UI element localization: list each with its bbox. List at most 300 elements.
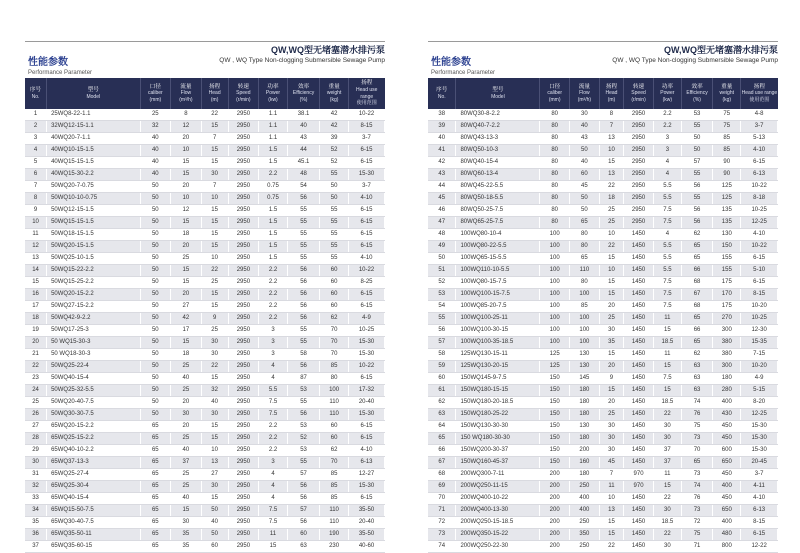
column-header-cn: 重量: [328, 83, 340, 90]
table-cell: 4-11: [741, 481, 778, 493]
table-cell: 2950: [228, 253, 259, 265]
model-cell: 50 WQ18-30-3: [47, 349, 140, 361]
table-cell: 55: [428, 313, 456, 325]
table-cell: 55: [287, 217, 319, 229]
table-cell: 2950: [228, 349, 259, 361]
product-title-cn: QW,WQ型无堵塞潜水排污泵: [664, 45, 778, 55]
table-cell: 40: [171, 373, 202, 385]
table-cell: 52: [320, 157, 349, 169]
table-cell: 55: [287, 205, 319, 217]
table-cell: 25: [171, 433, 202, 445]
table-cell: 15-30: [348, 349, 384, 361]
model-cell: 80WQ40-7-2.2: [456, 121, 540, 133]
table-cell: 8-25: [348, 277, 384, 289]
table-cell: 60: [570, 169, 600, 181]
section-title-en: Performance Parameter: [28, 70, 93, 76]
table-cell: 48: [428, 229, 456, 241]
column-header-unit: (mm): [149, 96, 162, 103]
column-header-en: Head use range: [356, 86, 378, 100]
table-cell: 11: [653, 349, 681, 361]
table-cell: 6-15: [348, 229, 384, 241]
table-cell: 13: [599, 169, 623, 181]
table-row: [428, 349, 778, 361]
table-row: [25, 265, 385, 277]
model-cell: 150WQ130-30-30: [456, 421, 540, 433]
table-cell: 42: [320, 109, 349, 121]
table-cell: 73: [681, 469, 712, 481]
table-cell: 1.5: [259, 253, 288, 265]
table-cell: 15: [171, 217, 202, 229]
table-cell: 7.5: [653, 277, 681, 289]
model-cell: 50WQ20-15-2.2: [47, 289, 140, 301]
table-cell: 650: [713, 457, 741, 469]
table-cell: 65: [681, 313, 712, 325]
table-cell: 9: [599, 373, 623, 385]
table-cell: 74: [428, 541, 456, 553]
table-cell: 50: [140, 253, 171, 265]
table-cell: 30: [201, 169, 228, 181]
table-cell: 300: [713, 325, 741, 337]
table-cell: 65: [140, 505, 171, 517]
column-header-en: Power: [660, 90, 675, 97]
table-cell: 50: [140, 361, 171, 373]
table-cell: 50: [681, 145, 712, 157]
table-row: [25, 145, 385, 157]
column-header: [171, 78, 202, 109]
table-cell: 40: [171, 493, 202, 505]
table-cell: 38.1: [287, 109, 319, 121]
table-row: [25, 193, 385, 205]
table-cell: 180: [570, 397, 600, 409]
table-cell: 20: [599, 397, 623, 409]
column-header: [47, 78, 140, 109]
table-row: [25, 409, 385, 421]
table-cell: 8: [171, 109, 202, 121]
table-cell: 6-13: [741, 505, 778, 517]
column-header: [201, 78, 228, 109]
column-header-cn: 功率: [661, 83, 673, 90]
table-row: [428, 241, 778, 253]
table-row: [428, 277, 778, 289]
table-cell: 35-50: [348, 505, 384, 517]
table-cell: 2950: [228, 373, 259, 385]
model-cell: 50WQ40-15-4: [47, 373, 140, 385]
table-cell: 4: [259, 373, 288, 385]
table-cell: 1450: [624, 373, 654, 385]
table-cell: 30: [599, 445, 623, 457]
table-cell: 7.5: [653, 289, 681, 301]
column-header-cn: 流量: [578, 83, 590, 90]
table-cell: 55: [320, 241, 349, 253]
table-cell: 65: [681, 457, 712, 469]
table-cell: 61: [428, 385, 456, 397]
table-cell: 25: [171, 481, 202, 493]
table-cell: 130: [570, 361, 600, 373]
table-cell: 6-15: [348, 433, 384, 445]
table-cell: 27: [25, 421, 47, 433]
model-cell: 32WQ12-15-1.1: [47, 121, 140, 133]
table-cell: 11: [25, 229, 47, 241]
table-cell: 15: [201, 493, 228, 505]
table-cell: 125: [713, 181, 741, 193]
table-cell: 65: [140, 529, 171, 541]
table-cell: 43: [570, 133, 600, 145]
table-cell: 6: [25, 169, 47, 181]
table-cell: 3-7: [741, 469, 778, 481]
table-cell: 22: [653, 493, 681, 505]
table-cell: 15-30: [348, 481, 384, 493]
column-header-unit: (m³/h): [577, 96, 592, 103]
table-cell: 2.2: [653, 121, 681, 133]
table-cell: 65: [140, 493, 171, 505]
table-cell: 48: [287, 169, 319, 181]
table-cell: 25: [599, 205, 623, 217]
table-cell: 22: [653, 409, 681, 421]
table-cell: 4-10: [348, 445, 384, 457]
table-cell: 15: [599, 157, 623, 169]
table-cell: 2950: [624, 157, 654, 169]
table-cell: 190: [320, 529, 349, 541]
table-cell: 70: [320, 457, 349, 469]
table-cell: 9: [201, 313, 228, 325]
table-cell: 80: [570, 229, 600, 241]
table-cell: 400: [570, 493, 600, 505]
table-cell: 2950: [228, 217, 259, 229]
table-cell: 0.75: [259, 181, 288, 193]
table-cell: 50: [570, 193, 600, 205]
table-cell: 12-22: [741, 541, 778, 553]
table-cell: 9: [25, 205, 47, 217]
table-cell: 66: [428, 445, 456, 457]
table-cell: 71: [681, 541, 712, 553]
table-cell: 8: [599, 109, 623, 121]
table-cell: 3: [653, 133, 681, 145]
table-cell: 2950: [228, 493, 259, 505]
table-cell: 85: [320, 469, 349, 481]
model-cell: 100WQ110-10-5.5: [456, 265, 540, 277]
table-cell: 30: [25, 457, 47, 469]
table-cell: 2950: [228, 121, 259, 133]
table-cell: 150: [540, 421, 570, 433]
model-cell: 200WQ400-10-22: [456, 493, 540, 505]
table-row: [428, 313, 778, 325]
table-cell: 22: [201, 361, 228, 373]
table-cell: 180: [713, 373, 741, 385]
table-cell: 8-15: [348, 121, 384, 133]
table-cell: 16: [25, 289, 47, 301]
table-cell: 50: [140, 373, 171, 385]
table-cell: 100: [570, 313, 600, 325]
table-cell: 1450: [624, 433, 654, 445]
model-cell: 40WQ10-15-1.5: [47, 145, 140, 157]
table-cell: 12-25: [741, 409, 778, 421]
table-cell: 50: [140, 289, 171, 301]
column-header-en: Power: [265, 90, 281, 97]
table-cell: 75: [681, 421, 712, 433]
table-cell: 6-13: [348, 457, 384, 469]
column-header-en: Efficiency: [686, 90, 708, 97]
table-cell: 155: [713, 265, 741, 277]
table-row: [25, 217, 385, 229]
table-cell: 56: [681, 217, 712, 229]
table-cell: 50: [681, 133, 712, 145]
table-cell: 49: [428, 241, 456, 253]
table-row: [25, 289, 385, 301]
table-cell: 43: [428, 169, 456, 181]
table-cell: 22: [599, 181, 623, 193]
table-cell: 73: [681, 433, 712, 445]
table-cell: 60: [287, 529, 319, 541]
table-cell: 40: [140, 157, 171, 169]
header-rule: [428, 41, 778, 42]
model-cell: 150WQ180-15-15: [456, 385, 540, 397]
table-cell: 15: [25, 277, 47, 289]
table-cell: 75: [713, 121, 741, 133]
table-cell: 56: [681, 205, 712, 217]
table-cell: 80: [540, 145, 570, 157]
table-row: [428, 493, 778, 505]
table-cell: 25: [599, 409, 623, 421]
table-cell: 80: [540, 133, 570, 145]
table-cell: 1: [25, 109, 47, 121]
header-rule: [25, 41, 385, 42]
table-cell: 62: [320, 445, 349, 457]
table-cell: 45.1: [287, 157, 319, 169]
model-cell: 50WQ15-22-2.2: [47, 265, 140, 277]
table-cell: 40: [570, 121, 600, 133]
table-cell: 32: [201, 385, 228, 397]
table-row: [25, 361, 385, 373]
table-cell: 1.1: [259, 133, 288, 145]
table-cell: 40-60: [348, 541, 384, 553]
table-cell: 30: [653, 421, 681, 433]
model-cell: 100WQ80-10-4: [456, 229, 540, 241]
product-title: [612, 45, 778, 65]
table-cell: 56: [287, 481, 319, 493]
table-cell: 6-15: [348, 145, 384, 157]
table-cell: 65: [140, 481, 171, 493]
table-cell: 85: [320, 493, 349, 505]
table-cell: 25: [599, 217, 623, 229]
table-cell: 85: [320, 481, 349, 493]
table-row: [25, 253, 385, 265]
table-cell: 15: [653, 385, 681, 397]
table-cell: 150: [713, 241, 741, 253]
table-cell: 65: [140, 421, 171, 433]
section-title-en: Performance Parameter: [431, 70, 496, 76]
table-cell: 10: [599, 265, 623, 277]
table-cell: 30: [599, 325, 623, 337]
column-header: [456, 78, 540, 109]
table-cell: 2950: [228, 529, 259, 541]
table-cell: 4: [259, 481, 288, 493]
table-cell: 200: [540, 505, 570, 517]
table-row: [428, 397, 778, 409]
column-header-unit: 使用范围: [749, 96, 770, 103]
table-row: [428, 541, 778, 553]
table-cell: 56: [287, 517, 319, 529]
table-cell: 5.5: [653, 253, 681, 265]
column-header-en: Flow: [180, 90, 192, 97]
table-cell: 60: [320, 277, 349, 289]
table-cell: 72: [681, 517, 712, 529]
table-cell: 1450: [624, 421, 654, 433]
table-cell: 42: [320, 121, 349, 133]
table-cell: 22: [653, 529, 681, 541]
table-cell: 10-25: [741, 313, 778, 325]
table-cell: 35: [25, 517, 47, 529]
column-header-unit: (mm): [548, 96, 561, 103]
table-cell: 60: [320, 301, 349, 313]
table-cell: 15: [201, 301, 228, 313]
table-cell: 80: [540, 121, 570, 133]
table-cell: 56: [287, 265, 319, 277]
table-cell: 17-32: [348, 385, 384, 397]
table-cell: 175: [713, 301, 741, 313]
table-cell: 100: [570, 337, 600, 349]
table-cell: 37: [653, 457, 681, 469]
column-header-unit: (%): [693, 96, 701, 103]
table-cell: 5.5: [653, 265, 681, 277]
column-header-cn: 转速: [237, 83, 249, 90]
table-cell: 68: [681, 301, 712, 313]
table-cell: 1450: [624, 241, 654, 253]
table-cell: 25: [201, 325, 228, 337]
table-cell: 10: [201, 193, 228, 205]
table-cell: 8-20: [741, 397, 778, 409]
table-cell: 125: [540, 361, 570, 373]
table-cell: 650: [713, 505, 741, 517]
table-cell: 50: [140, 205, 171, 217]
model-cell: 200WQ300-7-11: [456, 469, 540, 481]
column-header-unit: (%): [299, 96, 308, 103]
table-cell: 55: [320, 205, 349, 217]
table-cell: 80: [570, 241, 600, 253]
table-row: [25, 229, 385, 241]
table-cell: 57: [287, 469, 319, 481]
column-header-en: weight: [326, 90, 342, 97]
table-cell: 50: [140, 409, 171, 421]
column-header: [259, 78, 288, 109]
table-cell: 22: [599, 541, 623, 553]
table-cell: 87: [287, 373, 319, 385]
model-cell: 150WQ160-45-37: [456, 457, 540, 469]
table-cell: 50: [140, 325, 171, 337]
column-header-en: Head use range: [741, 90, 778, 97]
table-cell: 5.5: [653, 193, 681, 205]
table-cell: 85: [713, 133, 741, 145]
model-cell: 150WQ180-20-18.5: [456, 397, 540, 409]
table-cell: 75: [713, 109, 741, 121]
model-cell: 80WQ60-13-4: [456, 169, 540, 181]
table-cell: 125: [713, 193, 741, 205]
column-header: [320, 78, 349, 109]
table-row: [25, 277, 385, 289]
table-cell: 43: [287, 133, 319, 145]
table-cell: 18.5: [653, 517, 681, 529]
table-cell: 40: [201, 397, 228, 409]
table-cell: 42: [428, 157, 456, 169]
table-cell: 69: [428, 481, 456, 493]
model-cell: 40WQ15-15-1.5: [47, 157, 140, 169]
table-cell: 22: [599, 241, 623, 253]
table-cell: 450: [713, 469, 741, 481]
table-cell: 29: [25, 445, 47, 457]
table-cell: 18: [171, 229, 202, 241]
table-cell: 30: [201, 481, 228, 493]
table-cell: 100: [540, 253, 570, 265]
table-cell: 80: [540, 205, 570, 217]
product-title: [219, 45, 385, 65]
table-cell: 4-8: [741, 109, 778, 121]
table-cell: 150: [540, 397, 570, 409]
column-header: [681, 78, 712, 109]
column-header-unit: (m³/h): [179, 96, 193, 103]
model-cell: 150WQ180-25-22: [456, 409, 540, 421]
table-cell: 110: [320, 409, 349, 421]
table-cell: 15: [201, 433, 228, 445]
table-cell: 1450: [624, 253, 654, 265]
table-cell: 4: [653, 229, 681, 241]
table-cell: 20-40: [348, 397, 384, 409]
column-header-cn: 型号: [87, 86, 99, 93]
table-cell: 7: [201, 133, 228, 145]
model-cell: 50WQ25-32-5.5: [47, 385, 140, 397]
table-cell: 20: [171, 241, 202, 253]
table-cell: 90: [713, 157, 741, 169]
table-cell: 2950: [228, 181, 259, 193]
column-header-unit: No.: [437, 93, 446, 100]
table-cell: 2950: [228, 517, 259, 529]
table-cell: 7.5: [259, 409, 288, 421]
table-row: [428, 217, 778, 229]
table-cell: 7.5: [259, 517, 288, 529]
table-cell: 3-7: [741, 121, 778, 133]
table-cell: 160: [570, 457, 600, 469]
table-cell: 18: [171, 349, 202, 361]
table-cell: 1450: [624, 397, 654, 409]
table-cell: 40: [570, 157, 600, 169]
table-cell: 55: [320, 229, 349, 241]
table-cell: 5.5: [653, 181, 681, 193]
table-row: [25, 397, 385, 409]
table-cell: 55: [287, 325, 319, 337]
table-cell: 170: [713, 289, 741, 301]
table-cell: 62: [428, 397, 456, 409]
table-cell: 65: [140, 445, 171, 457]
column-header-en: Speed: [631, 90, 646, 97]
table-cell: 10-22: [348, 265, 384, 277]
table-cell: 59: [428, 361, 456, 373]
table-cell: 50: [428, 253, 456, 265]
table-cell: 20: [171, 133, 202, 145]
table-cell: 1450: [624, 229, 654, 241]
table-cell: 5-13: [741, 133, 778, 145]
table-cell: 65: [681, 241, 712, 253]
table-cell: 38: [428, 109, 456, 121]
table-cell: 70: [320, 349, 349, 361]
section-title-cn: 性能参数: [431, 57, 471, 68]
table-cell: 50: [201, 505, 228, 517]
table-cell: 65: [570, 217, 600, 229]
table-cell: 20: [599, 301, 623, 313]
table-cell: 26: [25, 409, 47, 421]
table-cell: 5.5: [653, 241, 681, 253]
table-cell: 450: [713, 433, 741, 445]
table-cell: 50: [140, 241, 171, 253]
table-cell: 1450: [624, 493, 654, 505]
table-cell: 22: [25, 361, 47, 373]
